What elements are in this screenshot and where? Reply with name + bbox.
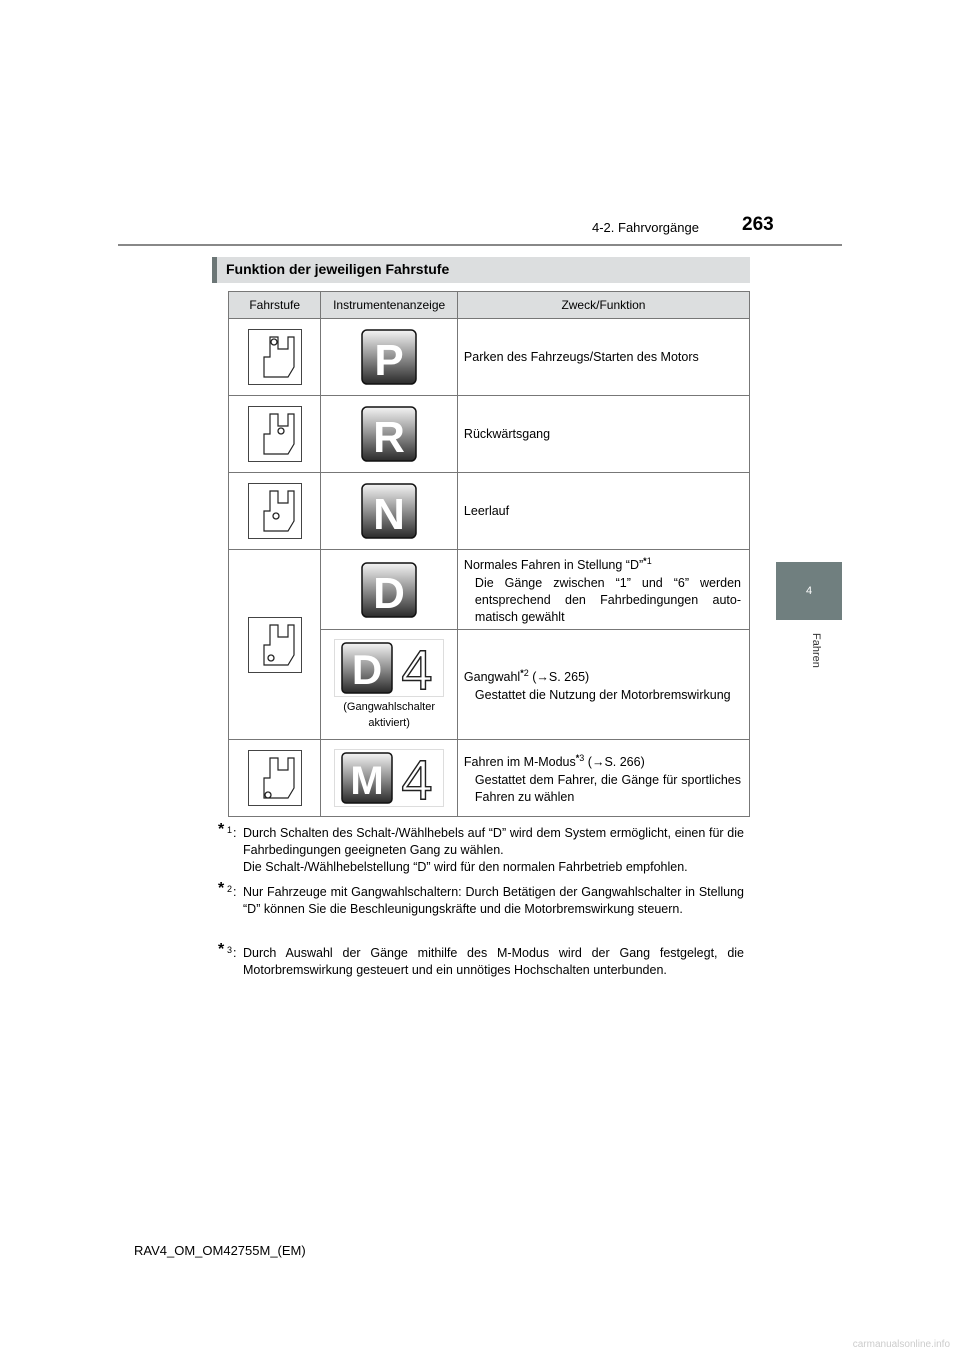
function-text: Normales Fahren in Stellung “D” [463,558,644,573]
indicator-r-icon [361,406,417,462]
footnote-text: Durch Schalten des Schalt-/Wählhebels auf “D” wird dem System ermöglicht, einen für die Fahrbedingungen geeigneten Gang zu wählen. [243,826,744,857]
page-number: 263 [742,214,774,235]
gear-letter: D [351,645,383,693]
page-reference[interactable]: (→S. 265) [532,670,590,685]
function-text: Leerlauf [463,503,510,518]
footnote-ref-number: 3 [579,753,585,764]
watermark: carmanualsonline.info [852,1339,950,1350]
indicator-p-icon [361,329,417,385]
running-section-title: 4-2. Fahrvorgänge [592,220,699,235]
function-detail: Die Gänge zwischen “1” und “6” werden entsprechend den Fahrbedingungen automatisch gewählt [474,575,741,624]
footnote-number: 1 [227,825,233,835]
gear-range-number: 4 [401,749,433,807]
shift-pattern-cell [229,740,321,817]
footnote-colon: : [233,885,237,899]
footnote-number: 2 [227,884,233,894]
gear-range-number: 4 [401,638,433,697]
gear-function-table [228,291,750,817]
shift-pattern-cell [229,473,321,550]
gear-letter: N [373,490,406,539]
chapter-number: 4 [805,585,813,597]
gear-letter: R [373,413,406,462]
footnote-asterisk: * [218,880,225,897]
indicator-cell [321,630,458,740]
footnote-ref-number: 2 [523,668,529,679]
table-header-row [229,292,750,319]
indicator-d-icon [361,562,417,618]
function-cell [457,740,749,817]
function-text: Gangwahl [463,670,521,685]
shift-gate-n-icon [248,483,302,539]
table-row [229,396,750,473]
shift-pattern-cell [229,550,321,740]
indicator-cell [321,396,458,473]
indicator-cell [321,550,458,630]
column-header-zweck: Zweck/Funktion [457,292,749,319]
gear-letter: M [350,759,384,803]
function-detail: Gestattet dem Fahrer, die Gänge für sportliches Fahren zu wählen [474,772,741,804]
footnote-text: Durch Auswahl der Gänge mithilfe des M-Modus wird der Gang festgelegt, die Motorbremswirkung gesteuert und ein unnötiges Hochschalten unterbunden. [243,946,744,977]
function-text: Parken des Fahrzeugs/Starten des Motors [463,349,699,364]
chapter-side-label: Fahren [810,632,822,668]
footnote-2 [218,880,744,918]
function-text: Rückwärtsgang [463,426,551,441]
shift-gate-d-icon [248,617,302,673]
footnote-ref: *2 [520,668,529,679]
table-row [229,550,750,630]
footnote-number: 3 [227,945,233,955]
chapter-tab [776,562,842,620]
indicator-cell [321,473,458,550]
column-header-fahrstufe: Fahrstufe [229,292,321,319]
footnote-asterisk: * [218,821,225,838]
table-row [229,740,750,817]
footnote-text-continued: Die Schalt-/Wählhebelstellung “D” wird für den normalen Fahrbetrieb empfohlen. [243,860,688,874]
shift-gate-p-icon [248,329,302,385]
gear-letter: D [373,568,406,618]
footnote-ref: *3 [575,753,585,764]
shift-pattern-cell [229,319,321,396]
section-heading: Funktion der jeweiligen Fahrstufe [226,261,450,277]
footnote-ref-number: 1 [646,556,652,567]
table-row [229,319,750,396]
indicator-n-icon [361,483,417,539]
footnote-ref: *1 [643,556,652,567]
section-accent [212,257,217,283]
shift-gate-r-icon [248,406,302,462]
indicator-cell [321,319,458,396]
shift-gate-m-icon [248,750,302,806]
footnote-asterisk: * [218,941,225,958]
function-cell [457,473,749,550]
function-cell [457,319,749,396]
footnote-colon: : [233,826,237,840]
footnote-1 [218,821,744,876]
function-detail: Gestattet die Nutzung der Motorbremswirkung [474,687,731,702]
function-cell [457,550,749,630]
indicator-d4-icon [334,639,444,697]
gear-letter: P [374,336,404,385]
footnote-text: Nur Fahrzeuge mit Gangwahlschaltern: Durch Betätigen der Gangwahlschalter in Stellung “D” können Sie die Beschleunigungskräfte und die Motorbremswirkung steuern. [243,885,744,916]
footnote-3 [218,941,744,979]
section-header-bar [212,257,750,283]
function-cell [457,630,749,740]
indicator-m4-icon [334,749,444,807]
shift-pattern-cell [229,396,321,473]
column-header-instrumentenanzeige: Instrumentenanzeige [321,292,458,319]
header-divider [118,244,842,246]
page-reference[interactable]: (→S. 266) [587,755,645,770]
table-row [229,473,750,550]
function-cell [457,396,749,473]
indicator-cell [321,740,458,817]
function-text: Fahren im M-Modus [463,755,576,770]
document-code: RAV4_OM_OM42755M_(EM) [134,1243,306,1258]
indicator-caption: (Gangwahlschalter aktiviert) [343,700,435,729]
footnote-colon: : [233,946,237,960]
